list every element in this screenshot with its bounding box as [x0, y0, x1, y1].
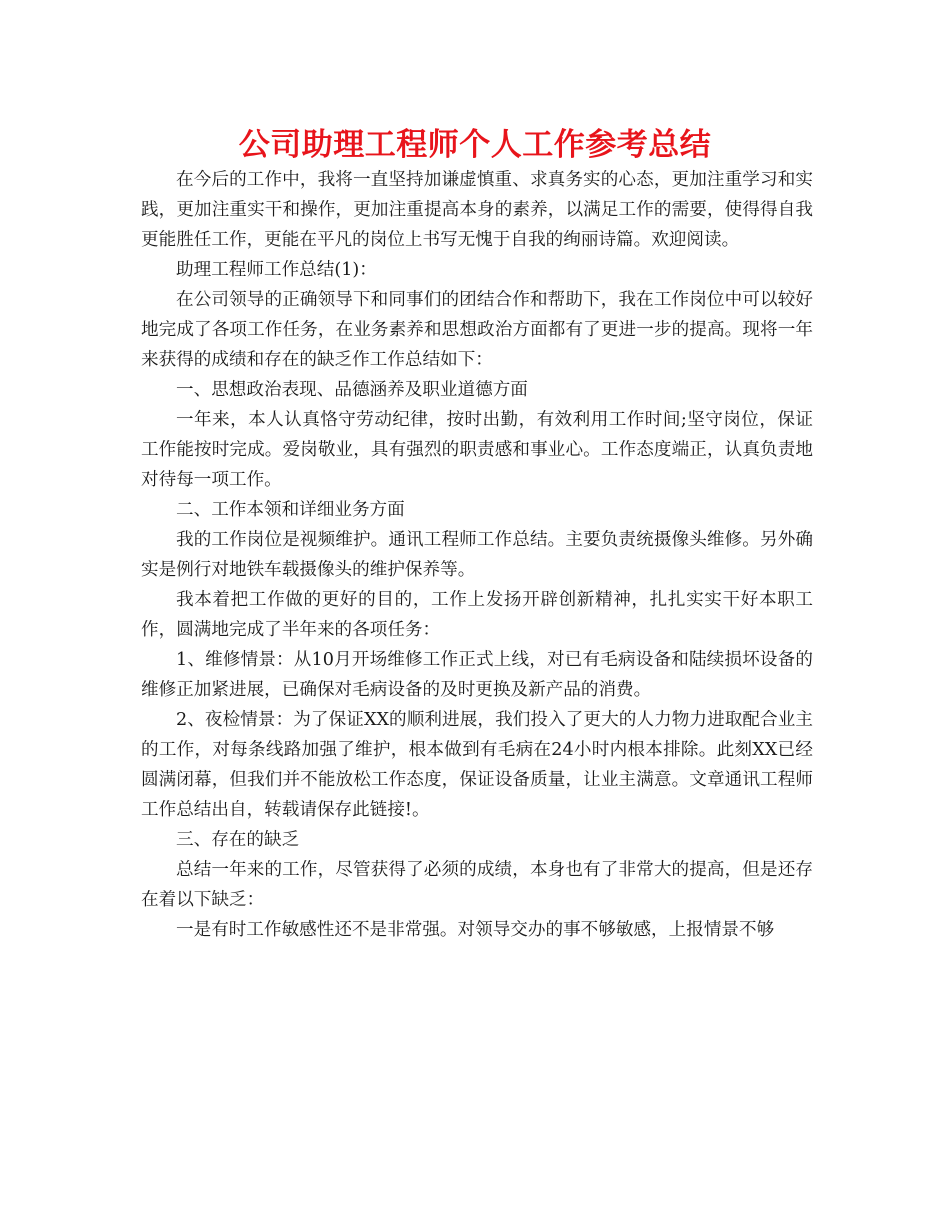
paragraph: 一年来，本人认真恪守劳动纪律，按时出勤，有效利用工作时间;坚守岗位，保证工作能按时完成。爱岗敬业，具有强烈的职责感和事业心。工作态度端正，认真负责地对待每一项工作。 — [141, 410, 813, 490]
paragraph: 在今后的工作中，我将一直坚持加谦虚慎重、求真务实的心态，更加注重学习和实践，更加注重实干和操作，更加注重提高本身的素养，以满足工作的需要，使得得自我更能胜任工作，更能在平凡的岗位上书写无愧于自我的绚丽诗篇。欢迎阅读。 — [141, 170, 813, 250]
section-heading: 二、工作本领和详细业务方面 — [176, 500, 405, 520]
list-item: 1、维修情景：从10月开场维修工作正式上线，对已有毛病设备和陆续损坏设备的维修正加紧进展，已确保对毛病设备的及时更换及新产品的消费。 — [141, 650, 813, 700]
paragraph: 一是有时工作敏感性还不是非常强。对领导交办的事不够敏感，上报情景不够 — [176, 920, 775, 940]
list-item: 2、夜检情景：为了保证XX的顺利进展，我们投入了更大的人力物力进取配合业主的工作，对每条线路加强了维护，根本做到有毛病在24小时内根本排除。此刻XX已经圆满闭幕，但我们并不能放松工作态度，保证设备质量，让业主满意。文章通讯工程师工作总结出自，转载请保存此链接!。 — [141, 710, 813, 820]
paragraph: 我本着把工作做的更好的目的，工作上发扬开辟创新精神，扎扎实实干好本职工作，圆满地完成了半年来的各项任务： — [141, 590, 813, 640]
paragraph: 在公司领导的正确领导下和同事们的团结合作和帮助下，我在工作岗位中可以较好地完成了各项工作任务，在业务素养和思想政治方面都有了更进一步的提高。现将一年来获得的成绩和存在的缺乏作工作总结如下： — [141, 290, 813, 370]
section-heading: 三、存在的缺乏 — [176, 830, 300, 850]
paragraph: 我的工作岗位是视频维护。通讯工程师工作总结。主要负责统摄像头维修。另外确实是例行对地铁车载摄像头的维护保养等。 — [141, 530, 813, 580]
document-title: 公司助理工程师个人工作参考总结 — [238, 127, 712, 163]
paragraph: 总结一年来的工作，尽管获得了必须的成绩，本身也有了非常大的提高，但是还存在着以下缺乏： — [141, 860, 813, 910]
paragraph: 助理工程师工作总结(1)： — [176, 260, 377, 280]
section-heading: 一、思想政治表现、品德涵养及职业道德方面 — [176, 380, 528, 400]
document-body — [141, 165, 813, 945]
